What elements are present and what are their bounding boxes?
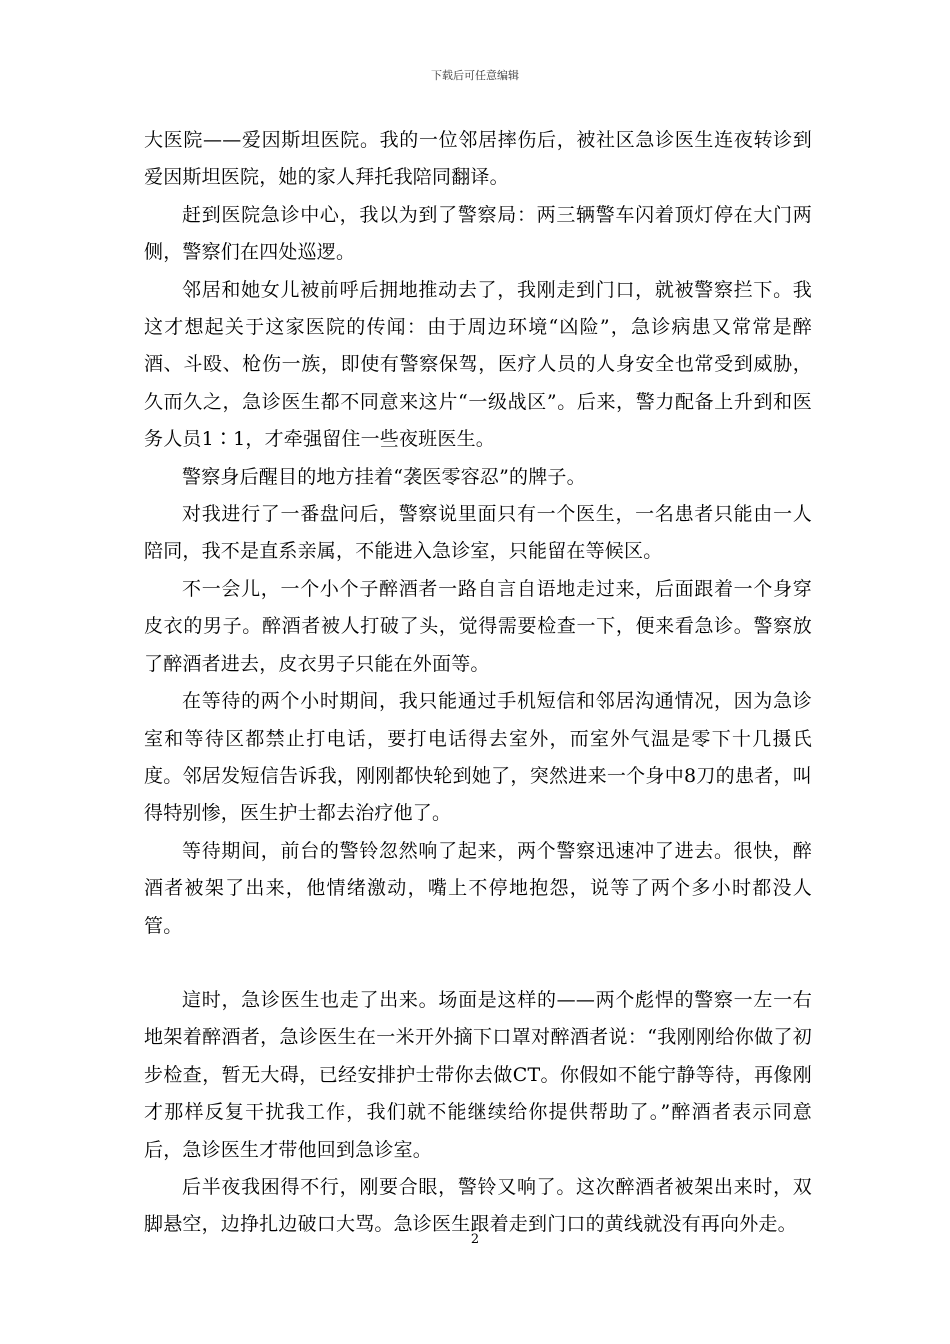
paragraph: 后半夜我困得不行，刚要合眼，警铃又响了。这次醉酒者被架出来时，双脚悬空，边挣扎边破口大骂。急诊医生跟着走到门口的黄线就没有再向外走。 [144, 1175, 812, 1236]
paragraph: 对我进行了一番盘问后，警察说里面只有一个医生，一名患者只能由一人陪同，我不是直系亲属，不能进入急诊室，只能留在等候区。 [144, 503, 812, 563]
paragraph: 不一会儿，一个小个子醉酒者一路自言自语地走过来，后面跟着一个身穿皮衣的男子。醉酒者被人打破了头，觉得需要检查一下，便来看急诊。警察放了醉酒者进去，皮衣男子只能在外面等。 [144, 577, 812, 675]
paragraph: 赶到医院急诊中心，我以为到了警察局：两三辆警车闪着顶灯停在大门两侧，警察们在四处巡逻。 [144, 203, 812, 264]
paragraph-continuation: 大医院——爱因斯坦医院。我的一位邻居摔伤后，被社区急诊医生连夜转诊到爱因斯坦医院，她的家人拜托我陪同翻译。 [144, 129, 812, 189]
paragraph: 警察身后醒目的地方挂着“袭医零容忍”的牌子。 [182, 465, 586, 488]
paragraph: 邻居和她女儿被前呼后拥地推动去了，我刚走到门口，就被警察拦下。我这才想起关于这家医院的传闻：由于周边环境“凶险”，急诊病患又常常是醉酒、斗殴、枪伤一族，即使有警察保驾，医疗人员的人身安全也常受到威胁，久而久之，急诊医生都不同意来这片“一级战区”。后来，警力配备上升到和医务人员1∶1，才牵强留住一些夜班医生。 [144, 278, 812, 451]
article-body [144, 122, 812, 1244]
paragraph: 等待期间，前台的警铃忽然响了起来，两个警察迅速冲了进去。很快，醉酒者被架了出来，他情绪激动，嘴上不停地抱怨，说等了两个多小时都没人管。 [144, 839, 812, 937]
paragraph: 在等待的两个小时期间，我只能通过手机短信和邻居沟通情况，因为急诊室和等待区都禁止打电话，要打电话得去室外，而室外气温是零下十几摄氏度。邻居发短信告诉我，刚刚都快轮到她了，突然进来一个身中8刀的患者，叫得特别惨，医生护士都去治疗他了。 [144, 690, 812, 825]
paragraph: 這时，急诊医生也走了出来。场面是这样的——两个彪悍的警察一左一右地架着醉酒者，急诊医生在一米开外摘下口罩对醉酒者说：“我刚刚给你做了初步检查，暂无大碍，已经安排护士带你去做CT。你假如不能宁静等待，再像刚才那样反复干扰我工作，我们就不能继续给你提供帮助了。”醉酒者表示同意后，急诊医生才带他回到急诊室。 [144, 988, 812, 1161]
page-number: 2 [470, 1232, 480, 1247]
page-header: 下载后可任意编辑 [431, 69, 519, 82]
